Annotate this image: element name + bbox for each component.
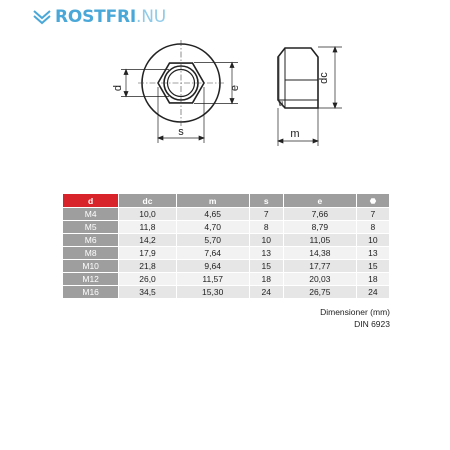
- table-row: [63, 286, 389, 299]
- center-lines: [138, 40, 224, 126]
- cell-key: 13: [356, 247, 389, 260]
- cell-dc: 34,5: [119, 286, 176, 299]
- cell-m: 7,64: [176, 247, 249, 260]
- label-m: m: [290, 128, 300, 140]
- cell-size: M12: [63, 273, 119, 286]
- units-note: Dimensioner (mm): [320, 307, 390, 317]
- cell-dc: 17,9: [119, 247, 176, 260]
- label-e: e: [229, 84, 241, 92]
- label-dc: dc: [318, 72, 330, 84]
- dimension-table: [63, 194, 389, 298]
- brand-name: ROSTFRI.NU: [55, 7, 166, 27]
- cell-dc: 10,0: [119, 208, 176, 221]
- label-d: d: [112, 84, 124, 92]
- cell-key: 8: [356, 221, 389, 234]
- cell-size: M8: [63, 247, 119, 260]
- cell-m: 15,30: [176, 286, 249, 299]
- cell-dc: 26,0: [119, 273, 176, 286]
- cell-key: 18: [356, 273, 389, 286]
- table-row: [63, 247, 389, 260]
- cell-e: 11,05: [283, 234, 356, 247]
- col-header-hex: [356, 194, 389, 208]
- cell-key: 15: [356, 260, 389, 273]
- table-row: [63, 260, 389, 273]
- cell-size: M4: [63, 208, 119, 221]
- cell-key: 7: [356, 208, 389, 221]
- side-view-details: [278, 48, 318, 108]
- cell-size: M6: [63, 234, 119, 247]
- col-header-e: e: [283, 194, 356, 208]
- table-header-row: [63, 194, 389, 208]
- cell-s: 15: [249, 260, 283, 273]
- cell-s: 8: [249, 221, 283, 234]
- col-header-s: s: [249, 194, 283, 208]
- standard-note: DIN 6923: [354, 319, 390, 329]
- cell-s: 7: [249, 208, 283, 221]
- cell-m: 11,57: [176, 273, 249, 286]
- table-row: [63, 273, 389, 286]
- cell-e: 17,77: [283, 260, 356, 273]
- cell-m: 5,70: [176, 234, 249, 247]
- cell-s: 13: [249, 247, 283, 260]
- cell-s: 24: [249, 286, 283, 299]
- flange-nut-drawing: [0, 0, 450, 190]
- cell-size: M5: [63, 221, 119, 234]
- cell-e: 20,03: [283, 273, 356, 286]
- col-header-m: m: [176, 194, 249, 208]
- cell-e: 14,38: [283, 247, 356, 260]
- table-row: [63, 221, 389, 234]
- cell-size: M16: [63, 286, 119, 299]
- cell-key: 10: [356, 234, 389, 247]
- cell-dc: 11,8: [119, 221, 176, 234]
- cell-size: M10: [63, 260, 119, 273]
- cell-e: 26,75: [283, 286, 356, 299]
- cell-m: 4,65: [176, 208, 249, 221]
- table-footnote: [320, 306, 390, 330]
- hex-head-icon: [369, 197, 377, 205]
- cell-e: 8,79: [283, 221, 356, 234]
- table-row: [63, 234, 389, 247]
- cell-dc: 21,8: [119, 260, 176, 273]
- col-header-dc: dc: [119, 194, 176, 208]
- dim-m: [278, 108, 318, 146]
- table-row: [63, 208, 389, 221]
- nut-body: [278, 48, 318, 108]
- cell-key: 24: [356, 286, 389, 299]
- side-view: [278, 48, 318, 108]
- cell-dc: 14,2: [119, 234, 176, 247]
- cell-s: 10: [249, 234, 283, 247]
- col-header-d: d: [63, 194, 119, 208]
- label-s: s: [178, 126, 184, 138]
- cell-m: 9,64: [176, 260, 249, 273]
- cell-e: 7,66: [283, 208, 356, 221]
- cell-m: 4,70: [176, 221, 249, 234]
- cell-s: 18: [249, 273, 283, 286]
